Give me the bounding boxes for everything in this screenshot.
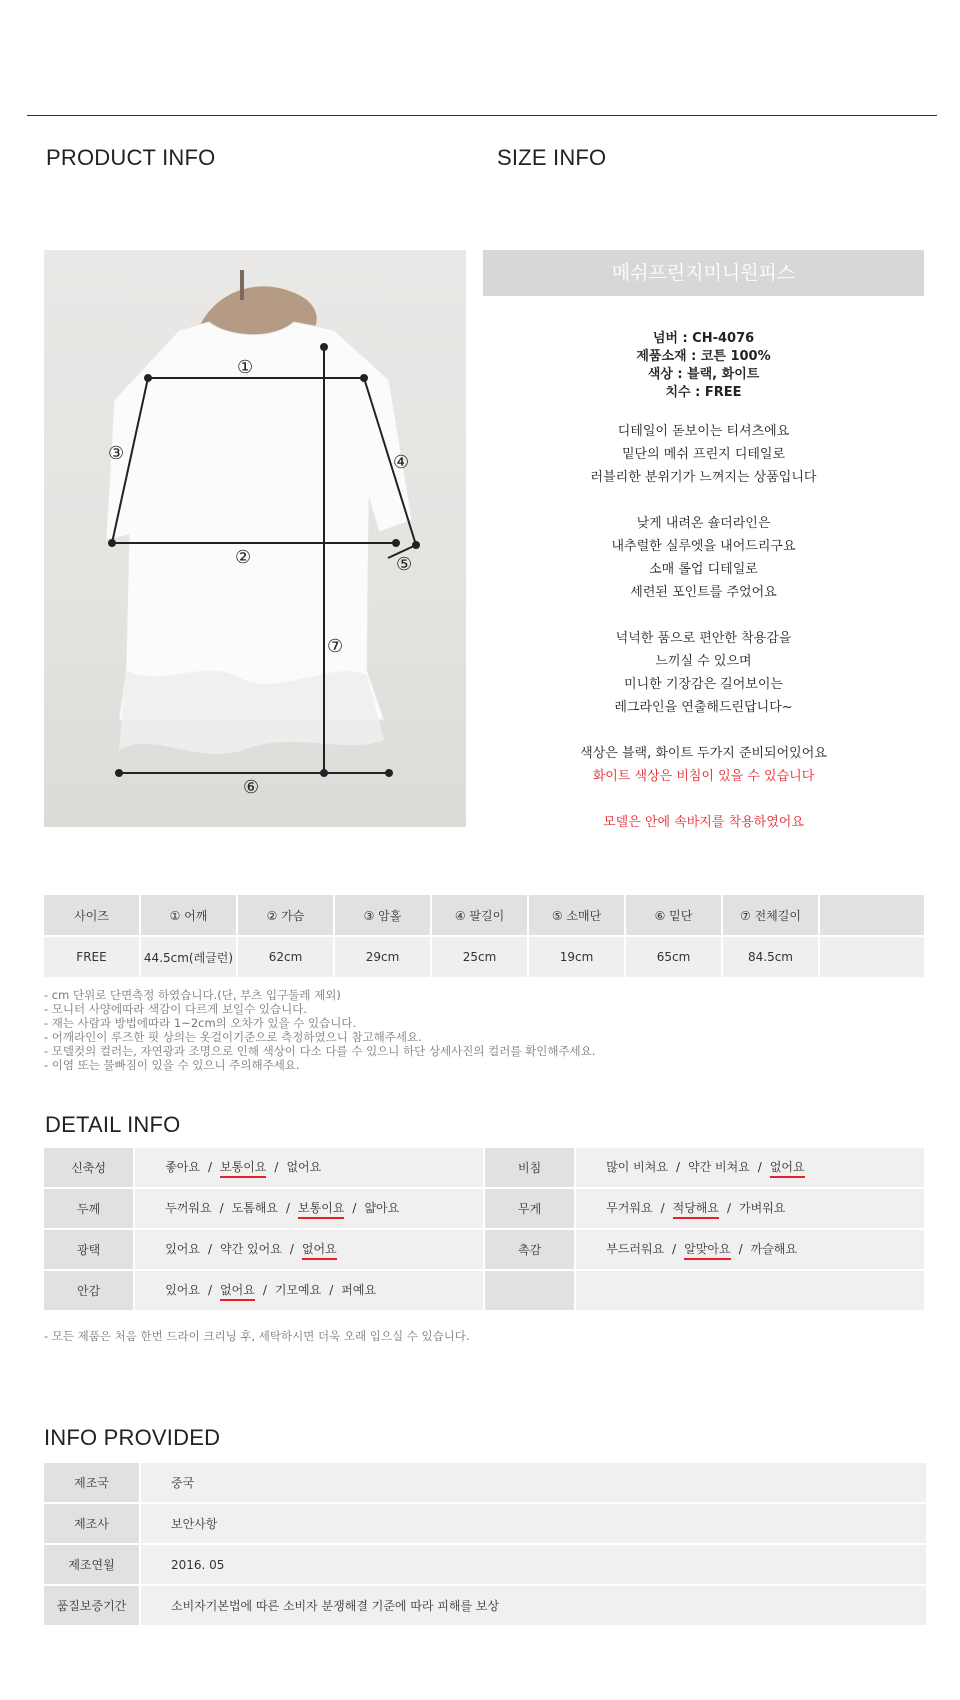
size-header-cell bbox=[820, 895, 926, 937]
option-separator: / bbox=[672, 1241, 677, 1256]
option-separator: / bbox=[352, 1200, 357, 1215]
marker-5: ⑤ bbox=[396, 554, 413, 575]
desc-line: 낮게 내려온 숄더라인은 bbox=[636, 516, 771, 531]
detail-option: 부드러워요 bbox=[606, 1241, 665, 1256]
detail-option: 까슬해요 bbox=[750, 1241, 797, 1256]
option-separator: / bbox=[726, 1200, 732, 1215]
note-line: - 모델컷의 컬러는, 자연광과 조명으로 인해 색상이 다소 다를 수 있으니 하단 상세사진의 컬러를 확인해주세요. bbox=[44, 1044, 596, 1058]
product-name-bar: 메쉬프린지미니원피스 bbox=[483, 250, 924, 296]
detail-label: 광택 bbox=[44, 1230, 135, 1271]
detail-option: 무거워요 bbox=[606, 1200, 653, 1215]
info-row bbox=[44, 1463, 926, 1504]
option-separator: / bbox=[289, 1241, 294, 1256]
size-header-cell: ⑤ 소매단 bbox=[529, 895, 626, 937]
marker-2: ② bbox=[235, 547, 252, 568]
detail-option: 도톰해요 bbox=[231, 1200, 278, 1215]
detail-value bbox=[135, 1271, 485, 1312]
info-value: 보안사항 bbox=[141, 1504, 926, 1545]
detail-table bbox=[44, 1148, 926, 1312]
detail-option: 없어요 bbox=[286, 1159, 322, 1174]
desc-line: 디테일이 돋보이는 티셔츠에요 bbox=[617, 424, 790, 439]
size-header-cell: ② 가슴 bbox=[238, 895, 335, 937]
desc-line: 넉넉한 품으로 편안한 착용감을 bbox=[615, 631, 792, 646]
detail-row bbox=[44, 1271, 926, 1312]
product-info-title: PRODUCT INFO bbox=[46, 145, 216, 170]
size-cell: 25cm bbox=[432, 937, 529, 979]
color-note: 색상은 블랙, 화이트 두가지 준비되어있어요 bbox=[580, 746, 827, 761]
detail-label: 비침 bbox=[485, 1148, 576, 1189]
detail-label bbox=[485, 1271, 576, 1312]
detail-info-title: DETAIL INFO bbox=[45, 1112, 181, 1137]
size-cell bbox=[820, 937, 926, 979]
detail-value bbox=[135, 1148, 485, 1189]
detail-option-selected: 없어요 bbox=[770, 1158, 805, 1178]
size-cell: 62cm bbox=[238, 937, 335, 979]
product-specs bbox=[483, 330, 924, 402]
detail-option: 두꺼워요 bbox=[165, 1200, 212, 1215]
info-row bbox=[44, 1586, 926, 1627]
size-table bbox=[44, 895, 926, 979]
detail-option-selected: 없어요 bbox=[302, 1240, 337, 1260]
size-header-cell: ④ 팔길이 bbox=[432, 895, 529, 937]
size-header-cell: ③ 암홀 bbox=[335, 895, 432, 937]
measurement-notes bbox=[44, 988, 595, 1072]
desc-line: 레그라인을 연출해드린답니다~ bbox=[614, 700, 793, 715]
size-header-cell: 사이즈 bbox=[44, 895, 141, 937]
size-cell: 84.5cm bbox=[723, 937, 820, 979]
detail-option: 얇아요 bbox=[364, 1200, 400, 1215]
detail-row bbox=[44, 1189, 926, 1230]
size-header-cell: ⑦ 전체길이 bbox=[723, 895, 820, 937]
option-separator: / bbox=[219, 1200, 224, 1215]
garment-illustration bbox=[44, 250, 466, 827]
detail-value bbox=[135, 1230, 485, 1271]
note-line: - 이염 또는 물빠짐이 있을 수 있으니 주의해주세요. bbox=[44, 1058, 300, 1072]
product-photo bbox=[44, 250, 466, 827]
size-table-header bbox=[44, 895, 926, 937]
desc-line: 러블리한 분위기가 느껴지는 상품입니다 bbox=[590, 470, 817, 485]
detail-value bbox=[576, 1230, 926, 1271]
detail-label: 무게 bbox=[485, 1189, 576, 1230]
detail-option: 기모예요 bbox=[274, 1282, 322, 1297]
detail-option-selected: 적당해요 bbox=[673, 1199, 719, 1219]
size-cell: 29cm bbox=[335, 937, 432, 979]
detail-label: 촉감 bbox=[485, 1230, 576, 1271]
detail-value bbox=[576, 1271, 926, 1312]
spec-material: 제품소재 : 코튼 100% bbox=[636, 349, 771, 364]
care-note: - 모든 제품은 처음 한번 드라이 크리닝 후, 세탁하시면 더욱 오래 입으실 수 있습니다. bbox=[44, 1329, 470, 1343]
note-line: - 어깨라인이 루즈한 핏 상의는 옷걸이기준으로 측정하였으니 참고해주세요. bbox=[44, 1030, 422, 1044]
detail-option: 가벼워요 bbox=[739, 1200, 786, 1215]
detail-option-selected: 없어요 bbox=[220, 1281, 255, 1301]
info-table bbox=[44, 1463, 926, 1627]
marker-7: ⑦ bbox=[327, 636, 344, 657]
detail-option: 좋아요 bbox=[165, 1159, 200, 1174]
option-separator: / bbox=[262, 1282, 267, 1297]
detail-option: 있어요 bbox=[165, 1282, 200, 1297]
desc-line: 느끼실 수 있으며 bbox=[655, 654, 752, 669]
spec-number: 넘버 : CH-4076 bbox=[652, 331, 755, 346]
mesh-fringe bbox=[119, 670, 384, 754]
detail-row bbox=[44, 1148, 926, 1189]
option-separator: / bbox=[675, 1159, 681, 1174]
option-separator: / bbox=[757, 1159, 762, 1174]
model-note: 모델은 안에 속바지를 착용하였어요 bbox=[603, 815, 804, 830]
detail-value bbox=[576, 1148, 926, 1189]
info-value: 소비자기본법에 따른 소비자 분쟁해결 기준에 따라 피해를 보상 bbox=[141, 1586, 926, 1627]
option-separator: / bbox=[207, 1159, 213, 1174]
detail-option: 약간 있어요 bbox=[220, 1241, 282, 1256]
marker-1: ① bbox=[237, 357, 254, 378]
option-separator: / bbox=[660, 1200, 665, 1215]
option-separator: / bbox=[329, 1282, 334, 1297]
desc-line: 밑단의 메쉬 프린지 디테일로 bbox=[621, 447, 786, 462]
option-separator: / bbox=[274, 1159, 279, 1174]
detail-option-selected: 보통이요 bbox=[220, 1158, 266, 1178]
option-separator: / bbox=[286, 1200, 291, 1215]
info-label: 제조사 bbox=[44, 1504, 141, 1545]
detail-label: 안감 bbox=[44, 1271, 135, 1312]
desc-line: 내추럴한 실루엣을 내어드리구요 bbox=[611, 539, 796, 554]
detail-row bbox=[44, 1230, 926, 1271]
desc-line: 세련된 포인트를 주었어요 bbox=[630, 585, 777, 600]
option-separator: / bbox=[738, 1241, 743, 1256]
detail-value bbox=[576, 1189, 926, 1230]
option-separator: / bbox=[207, 1282, 213, 1297]
spec-color: 색상 : 블랙, 화이트 bbox=[647, 367, 760, 382]
info-label: 품질보증기간 bbox=[44, 1586, 141, 1627]
size-info-title: SIZE INFO bbox=[497, 145, 607, 170]
info-value: 중국 bbox=[141, 1463, 926, 1504]
size-cell: 65cm bbox=[626, 937, 723, 979]
info-row bbox=[44, 1504, 926, 1545]
note-line: - cm 단위로 단면측정 하였습니다.(단, 부츠 입구둘레 제외) bbox=[44, 988, 341, 1002]
detail-option-selected: 알맞아요 bbox=[684, 1240, 730, 1260]
size-header-cell: ① 어깨 bbox=[141, 895, 238, 937]
size-cell: 19cm bbox=[529, 937, 626, 979]
info-row bbox=[44, 1545, 926, 1586]
detail-option: 있어요 bbox=[165, 1241, 200, 1256]
info-label: 제조연월 bbox=[44, 1545, 141, 1586]
detail-option: 퍼예요 bbox=[341, 1282, 377, 1297]
marker-3: ③ bbox=[108, 443, 125, 464]
size-cell: FREE bbox=[44, 937, 141, 979]
info-value: 2016. 05 bbox=[141, 1545, 926, 1586]
detail-option: 많이 비쳐요 bbox=[606, 1159, 668, 1174]
detail-option: 약간 비쳐요 bbox=[688, 1159, 750, 1174]
detail-label: 신축성 bbox=[44, 1148, 135, 1189]
size-table-row bbox=[44, 937, 926, 979]
size-header-cell: ⑥ 밑단 bbox=[626, 895, 723, 937]
size-cell: 44.5cm(레글런) bbox=[141, 937, 238, 979]
product-description bbox=[483, 420, 924, 834]
desc-line: 미니한 기장감은 길어보이는 bbox=[624, 677, 783, 692]
note-line: - 모니터 사양에따라 색감이 다르게 보일수 있습니다. bbox=[44, 1002, 308, 1016]
marker-6: ⑥ bbox=[243, 777, 260, 798]
detail-value bbox=[135, 1189, 485, 1230]
desc-line: 소매 롤업 디테일로 bbox=[649, 562, 758, 577]
white-note: 화이트 색상은 비침이 있을 수 있습니다 bbox=[592, 769, 815, 784]
info-label: 제조국 bbox=[44, 1463, 141, 1504]
detail-label: 두께 bbox=[44, 1189, 135, 1230]
marker-4: ④ bbox=[393, 452, 410, 473]
option-separator: / bbox=[207, 1241, 213, 1256]
note-line: - 재는 사람과 방법에따라 1~2cm의 오차가 있을 수 있습니다. bbox=[44, 1016, 357, 1030]
spec-size: 치수 : FREE bbox=[665, 385, 742, 400]
info-provided-title: INFO PROVIDED bbox=[44, 1425, 221, 1450]
top-divider bbox=[27, 115, 937, 116]
detail-option-selected: 보통이요 bbox=[298, 1199, 344, 1219]
